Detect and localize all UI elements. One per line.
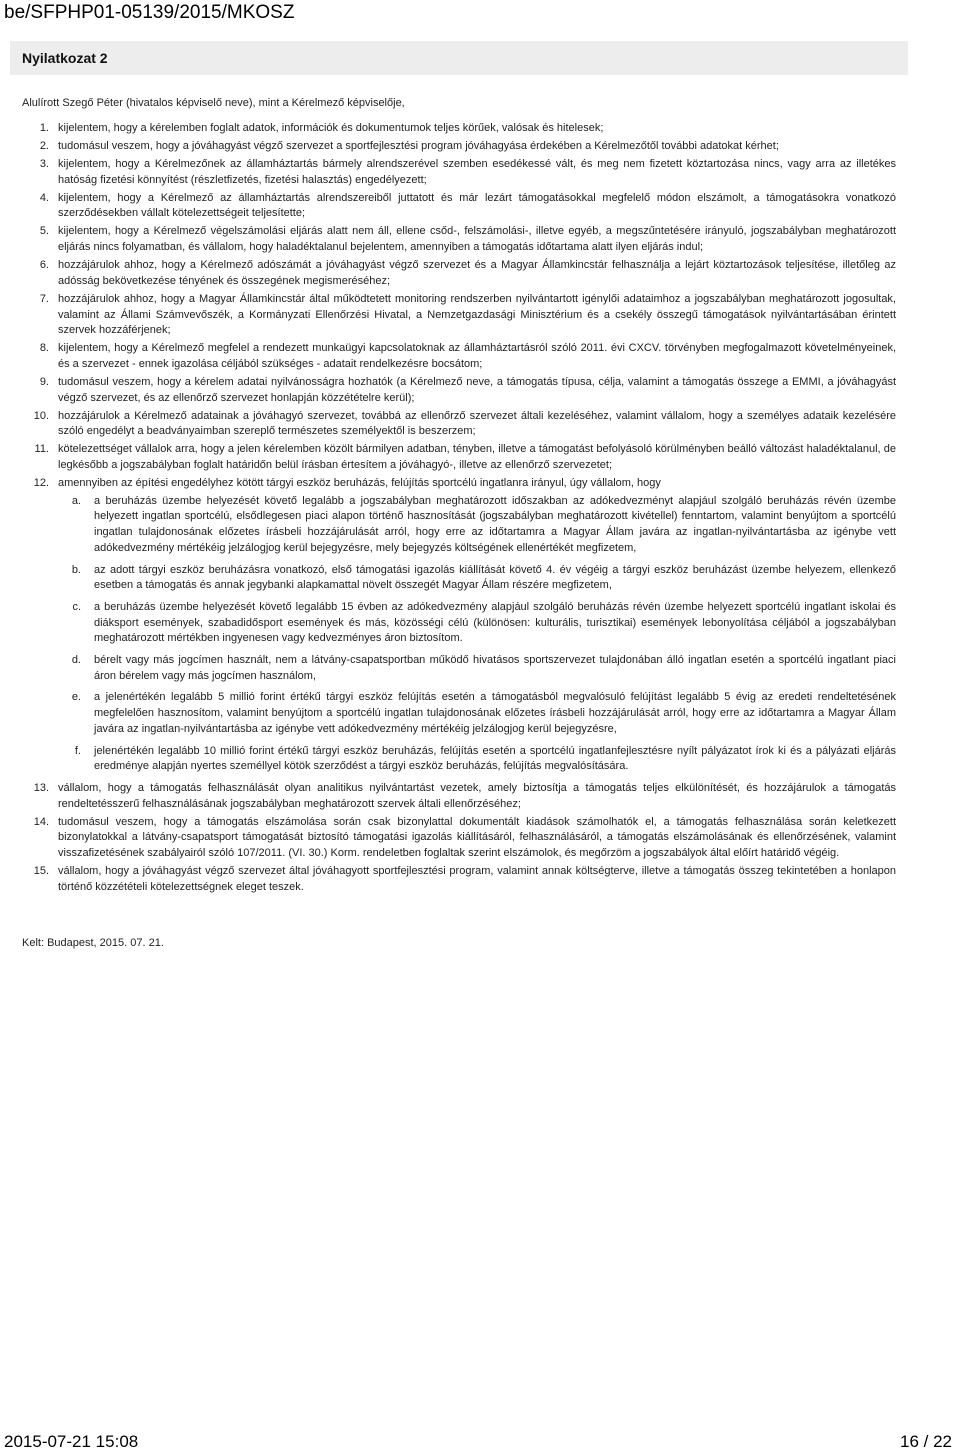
sub-list-item [58,653,896,684]
list-item [22,781,896,812]
sub-list-item [58,690,896,737]
list-item-text: tudomásul veszem, hogy a jóváhagyást végző szervezet a sportfejlesztési program jóváhagyása érdekében a Kérelmezőtől további adatokat kérhet; [58,140,779,152]
intro-text: Alulírott Szegő Péter (hivatalos képviselő neve), mint a Kérelmező képviselője, [22,97,405,109]
list-item [22,292,896,339]
signature-date: Kelt: Budapest, 2015. 07. 21. [22,937,164,949]
list-item-number: 14. [33,815,49,828]
section-header [10,41,908,75]
list-item-number: 2. [39,140,49,152]
list-item [22,191,896,222]
list-item-number: 6. [39,259,49,272]
sub-list-item-text: a beruházás üzembe helyezését követő legalább a jogszabályban meghatározott időszakban az adókedvezményt alapjául szolgáló beruházás révén üzembe helyezett ingatlan sportcélú, elsődlegesen piaci alapon történő hasznosítását (jogszabályban meghatározott kivétellel) fenntartom, valamint benyújtom a sportcélú ingatlan tulajdonosának előzetes írásbeli hozzájárulását arról, hogy erre az időtartamra a Magyar Állam javára az ingatlan-nyilvántartásba az igénybe vett adókedvezmény mértékéig jelzálogjog kerül bejegyzésre, mely bejegyzés költségének ellenértékét megfizetem, [94,494,896,554]
list-item [22,442,896,473]
list-item-number: 11. [34,443,49,456]
sub-list [58,494,896,775]
sub-list-item-letter: f. [74,744,81,757]
list-item-number: 15. [33,865,49,878]
list-item [22,157,896,188]
list-item-text: kötelezettséget vállalok arra, hogy a jelen kérelemben közölt bármilyen adatban, tényben, illetve a támogatást befolyásoló körülményben beálló változást haladéktalanul, de legkésőbb a jogszabályban foglalt határidőn belül írásban értesítem a jóváhagyó-, illetve az ellenőrző szervezetet; [58,443,896,472]
list-item-number: 13. [33,781,49,794]
list-item [22,139,896,155]
section-title: Nyilatkozat 2 [22,50,108,66]
list-item [22,258,896,289]
sub-list-item-letter: d. [71,654,81,667]
sub-list-item-letter: a. [71,494,81,507]
list-item-number: 5. [39,225,49,238]
list-item-number: 4. [39,191,49,204]
list-item-number: 3. [39,158,49,170]
list-item-text: tudomásul veszem, hogy a kérelem adatai nyilvánosságra hozhatók (a Kérelmező neve, a támogatás típusa, célja, valamint a támogatás összege a EMMI, a jóváhagyást végző szervezet, és az ellenőrző szervezet honlapján közzétételre kerül); [58,375,896,404]
sub-list-item [58,494,896,557]
sub-list-item-text: bérelt vagy más jogcímen használt, nem a látvány-csapatsportban működő hivatásos sportszervezet tulajdonában álló ingatlan esetén a sportcélú ingatlant piaci áron bérelem vagy más jogcímen használom, [94,654,896,682]
list-item-text: kijelentem, hogy a Kérelmező az államháztartás alrendszereiből juttatott és már lezárt támogatásokkal megfelelő módon elszámolt, a támogatásokra vonatkozó szerződésekben vállalt kötelezettségeit teljesítette; [58,191,896,220]
list-item [22,815,896,862]
list-item [22,864,896,895]
declaration-list [22,121,896,898]
list-item-text: vállalom, hogy a támogatás felhasználását olyan analitikus nyilvántartást vezetek, amely biztosítja a támogatás teljes elkülönítését, és hozzájárulok a támogatás rendeltetésszerű felhasználásának jogszabályban meghatározott szervek általi ellenőrzéséhez; [58,781,896,810]
list-item [22,121,896,137]
list-item-text: kijelentem, hogy a Kérelmező végelszámolási eljárás alatt nem áll, ellene csőd-, felszámolási-, illetve egyéb, a megszűntetésére irányuló, jogszabályban meghatározott eljárás nincs folyamatban, és vállalom, hogy haladéktalanul bejelentem, amennyiben a támogatás időtartama alatt ilyen eljárás indul; [58,225,896,254]
sub-list-item [58,744,896,775]
list-item-number: 12. [33,477,49,490]
list-item [22,375,896,406]
list-item-text: hozzájárulok ahhoz, hogy a Magyar Államkincstár által működtetett monitoring rendszerben nyilvántartott igénylői adataimhoz a jogszabályban meghatározott jogosultak, valamint az Állami Számvevőszék, a Kormányzati Ellenőrzési Hivatal, a Nemzetgazdasági Minisztérium és a csekély összegű támogatások nyilvántartásában érintett szervek hozzáférjenek; [58,292,896,337]
list-item-text: hozzájárulok a Kérelmező adatainak a jóváhagyó szervezet, továbbá az ellenőrző szervezet általi kezeléséhez, valamint vállalom, hogy a személyes adataik kezelésére szóló engedélyt a beadványaimban szereplő természetes személyektől is beszerzem; [58,409,896,438]
sub-list-item-text: a beruházás üzembe helyezését követő legalább 15 évben az adókedvezmény alapjául szolgáló beruházás révén üzembe helyezett sportcélú ingatlant iskolai és diáksport események, szabadidősport események és más, közösségi célú (különösen: kulturális, turisztikai) események lebonyolítása céljából a jogszabályban meghatározott mértékben ingyenesen vagy kedvezményes áron biztosítom. [94,600,896,645]
sub-list-item-text: a jelenértékén legalább 5 millió forint értékű tárgyi eszköz felújítás esetén a támogatásból megvalósuló felújítást legalább 5 évig az eredeti rendeltetésének megfelelően hasznosítom, valamint benyújtom a sportcélú ingatlan tulajdonosának előzetes írásbeli hozzájárulását arról, hogy erre az időtartamra a Magyar Állam javára az ingatlan-nyilvántartásba az igénybe vett adókedvezmény mértékéig jelzálogjog kerül bejegyzésre, [94,691,896,735]
list-item-text: kijelentem, hogy a Kérelmező megfelel a rendezett munkaügyi kapcsolatoknak az államháztartásról szóló 2011. évi CXCV. törvényben megfogalmazott követelményeinek, és a szervezet - ennek igazolása céljából szükséges - adatait rendelkezésre bocsátom; [58,342,896,370]
list-item [22,409,896,440]
sub-list-item-letter: b. [71,563,81,576]
list-item-text: kijelentem, hogy a kérelemben foglalt adatok, információk és dokumentumok teljes körűek, valósak és hitelesek; [58,122,604,134]
list-item-text: vállalom, hogy a jóváhagyást végző szervezet által jóváhagyott sportfejlesztési program, valamint annak költségterve, illetve a támogatás összeg tekintetében a honlapon történő közzétételi kötelezettségnek eleget teszek. [58,865,896,893]
list-item-text: kijelentem, hogy a Kérelmezőnek az államháztartás bármely alrendszerével szemben esedékessé vált, és meg nem fizetett köztartozása nincs, vagy arra az illetékes hatóság fizetési könnyítést (részletfizetés, fizetési halasztás) engedélyezett; [58,158,896,186]
sub-list-item-text: az adott tárgyi eszköz beruházásra vonatkozó, első támogatási igazolás kiállítását követő 4. év végéig a tárgyi eszköz beruházást üzembe helyezem, ellenkező esetben a támogatás és annak jegybanki alapkamattal növelt összegét Magyar Állam részére megfizetem, [94,563,896,592]
sub-list-item-letter: c. [72,600,81,613]
sub-list-item-text: jelenértékén legalább 10 millió forint értékű tárgyi eszköz beruházás, felújítás esetén a sportcélú ingatlanfejlesztésre nyílt pályázatot írok ki és a pályázati eljárás eredménye alapján nyertes személlyel kötök szerződést a tárgyi eszköz beruházás, felújítás megvalósítására. [94,744,896,773]
sub-list-item-letter: e. [71,691,81,704]
list-item [22,341,896,372]
list-item [22,476,896,775]
footer-timestamp: 2015-07-21 15:08 [4,1432,139,1451]
list-item-text: tudomásul veszem, hogy a támogatás elszámolása során csak bizonylattal dokumentált kiadások számolhatók el, a támogatás felhasználása során keletkezett bizonylatokkal a látvány-csapatsport támogatását biztosító támogatási igazolás kiállításáról, felhasználásáról, a támogatás elszámolásának és ellenőrzésének, valamint visszafizetésének szabályairól szóló 107/2011. (VI. 30.) Korm. rendeletben foglaltak szerint elszámolok, és megőrzöm a jogszabályok által előírt határidő végéig. [58,815,896,860]
document-id: be/SFPHP01-05139/2015/MKOSZ [4,2,295,23]
list-item-number: 9. [39,375,49,388]
list-item [22,224,896,255]
list-item-number: 8. [39,342,49,355]
list-item-text: hozzájárulok ahhoz, hogy a Kérelmező adószámát a jóváhagyást végző szervezet és a Magyar Államkincstár felhasználja a lejárt köztartozások teljesítése, illetőleg az adósság bekövetkezése tényének és összegének megismeréséhez; [58,259,896,287]
list-item-number: 1. [39,122,49,134]
footer-page-number: 16 / 22 [900,1432,952,1451]
list-item-number: 7. [39,292,49,305]
sub-list-item [58,600,896,647]
list-item-text: amennyiben az építési engedélyhez kötött tárgyi eszköz beruházás, felújítás sportcélú ingatlanra irányul, úgy vállalom, hogy [58,477,661,490]
sub-list-item [58,563,896,594]
list-item-number: 10. [33,409,49,422]
